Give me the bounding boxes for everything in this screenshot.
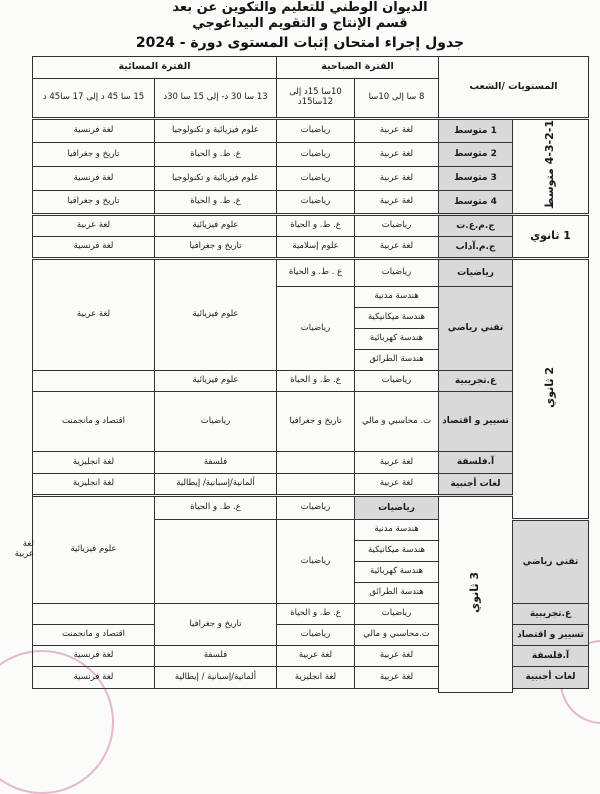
stream-label-exp: ع.تجريبية [439, 371, 513, 392]
stream-label-lang: لغات أجنبية [439, 474, 513, 496]
table-cell: رياضيات [155, 392, 277, 452]
table-cell: ع . ط. و الحياة [277, 259, 355, 287]
table-cell: لغة عربية [355, 143, 439, 167]
table-cell: لغة عربية [355, 646, 439, 667]
table-cell: هندسة ميكانيكية [355, 308, 439, 329]
table-cell: هندسة كهربائية [355, 329, 439, 350]
table-cell: فلسفة [155, 452, 277, 474]
table-cell: لغة عربية [355, 191, 439, 215]
table-cell: هندسة كهربائية [355, 562, 439, 583]
table-cell: لغة عربية [355, 452, 439, 474]
table-cell: تاريخ و جغرافيا [155, 604, 277, 646]
table-cell: لغة عربية [33, 259, 155, 371]
table-cell: لغة عربية [33, 215, 155, 237]
table-cell: رياضيات [277, 167, 355, 191]
table-cell: رياضيات [355, 371, 439, 392]
table-cell: ألمانية/إسبانية/ إيطالية [155, 474, 277, 496]
evening-period-header: الفترة المسائية [33, 57, 277, 79]
slot-4-header: 15 سا 45 د إلى 17 سا45 د [33, 79, 155, 119]
table-cell: علوم فيزيائية و تكنولوجيا [155, 167, 277, 191]
table-cell [277, 452, 355, 474]
table-cell: هندسة ميكانيكية [355, 541, 439, 562]
table-cell: رياضيات [355, 259, 439, 287]
table-cell: لغة عربية [277, 646, 355, 667]
table-cell: ت.محاسبي و مالي [355, 625, 439, 646]
table-cell: تاريخ و جغرافيا [155, 237, 277, 259]
stream-label-eco: تسيير و اقتصاد [513, 625, 589, 646]
table-cell: لغة انجليزية [33, 474, 155, 496]
table-cell: لغة انجليزية [277, 667, 355, 689]
schedule-title: جدول إجراء امتحان إثبات المستوى دورة - 2024 [135, 35, 465, 51]
stream-label-math: رياضيات [355, 496, 439, 520]
level-row-label: ج.م.آداب [439, 237, 513, 259]
table-cell: رياضيات [355, 604, 439, 625]
table-cell: لغة عربية [355, 167, 439, 191]
table-cell: لغة فرنسية [33, 237, 155, 259]
morning-period-header: الفترة الصباحية [277, 57, 439, 79]
table-cell: تاريخ و جغرافيا [33, 191, 155, 215]
table-cell [277, 474, 355, 496]
stream-label-philo: آ.فلسفة [513, 646, 589, 667]
stream-label-exp: ع.تجريبية [513, 604, 589, 625]
table-cell: رياضيات [355, 215, 439, 237]
table-cell: لغة فرنسية [33, 167, 155, 191]
slot-2-header: 10سا 15د إلى 12سا15د [277, 79, 355, 119]
department-title: قسم الإنتاج و التقويم البيداغوجي [192, 16, 408, 31]
table-cell [33, 371, 155, 392]
level-row-label: 2 متوسط [439, 143, 513, 167]
table-cell: لغة فرنسية [33, 119, 155, 143]
exam-schedule-table: المستويات /الشعب الفترة الصباحية الفترة المسائية 8 سا إلى 10سا 10سا 15د إلى 12سا15د 13 سا 30 د- إلى 15 سا 30د 15 سا 45 د إلى 17 سا45 د 4-3-2-1 متوسط 1 متوسط لغة عربية رياضيات علوم فيزيائية و تكنولوجيا لغة فرنسية 2 متوسط لغة عربية رياضيات ع. ط. و الحياة تاريخ و جغرافيا 3 متوسط لغة عربية رياضيات علوم فيزيائية و تكنولوجيا لغة فرنسية 4 متوسط لغة عربية رياضيات ع. ط. و الحياة تاريخ و جغرافيا 1 ثانوي ج.م.ع.ت رياضيات ع. ط. و الحياة علوم فيزيائية لغة عربية ج.م.آداب لغة عربية علوم إسلامية تاريخ و جغرافيا لغة فرنسية 2 ثانوي رياضيات رياضيات ع . ط. و الحياة علوم فيزيائية لغة عربية تقني رياضي هندسة مدنية رياضيات هندسة ميكانيكية هندسة كهربائية هندسة الطرائق ع.تجريبية رياضيات ع. ط. و الحياة علوم فيزيائية تسيير و اقتصاد ت. محاسبي و مالي تاريخ و جغرافيا رياضيات اقتصاد و مانجمنت آ.فلسفة لغة عربية فلسفة لغة انجليزية لغات أجنبية لغة عربية ألمانية/إسبانية/ إيطالية لغة انجليزية 3 ثانوي رياضيات رياضيات ع. ط. و الحياة علوم فيزيائية لغة عربية تقني رياضي هندسة مدنية رياضيات هندسة ميكانيكية هندسة كهربائية هندسة الطرائق ع.تجريبية رياضيات ع. ط. و الحياة تاريخ و جغرافيا تسيير و اقتصاد ت.محاسبي و مالي رياضيات اقتصاد و مانجمنت آ.فلسفة لغة عربية لغة عربية فلسفة لغة فرنسية لغات أجنبية لغة عربية لغة انجليزية ألمانية/إسبانية / إيطالية لغة فرنسية [32, 56, 589, 693]
table-cell: علوم فيزيائية [155, 259, 277, 371]
table-cell: ع. ط. و الحياة [277, 371, 355, 392]
table-cell: علوم فيزيائية [33, 496, 155, 604]
table-cell: علوم إسلامية [277, 237, 355, 259]
table-cell: ع. ط. و الحياة [277, 604, 355, 625]
table-cell: ع. ط. و الحياة [155, 143, 277, 167]
table-cell: لغة فرنسية [33, 646, 155, 667]
table-cell: لغة عربية [355, 667, 439, 689]
table-cell: علوم فيزيائية [155, 371, 277, 392]
table-cell: ع. ط. و الحياة [155, 191, 277, 215]
level-row-label: ج.م.ع.ت [439, 215, 513, 237]
table-cell: علوم فيزيائية و تكنولوجيا [155, 119, 277, 143]
stream-label-tech: تقني رياضي [439, 287, 513, 371]
group-secondary-1: 1 ثانوي [513, 215, 589, 259]
stream-label-lang: لغات أجنبية [513, 667, 589, 689]
table-cell: رياضيات [277, 143, 355, 167]
table-cell: علوم فيزيائية [155, 215, 277, 237]
slot-1-header: 8 سا إلى 10سا [355, 79, 439, 119]
table-cell: لغة فرنسية [33, 667, 155, 689]
levels-header: المستويات /الشعب [439, 57, 589, 119]
slot-3-header: 13 سا 30 د- إلى 15 سا 30د [155, 79, 277, 119]
table-cell: رياضيات [277, 287, 355, 371]
table-cell: هندسة الطرائق [355, 583, 439, 604]
table-cell: هندسة مدنية [355, 520, 439, 541]
stream-label-math: رياضيات [439, 259, 513, 287]
group-middle: 4-3-2-1 متوسط [513, 119, 589, 215]
table-cell: لغة عربية [355, 237, 439, 259]
table-cell: رياضيات [277, 520, 355, 604]
table-cell: لغة انجليزية [33, 452, 155, 474]
stream-label-eco: تسيير و اقتصاد [439, 392, 513, 452]
table-cell: اقتصاد و مانجمنت [33, 625, 155, 646]
table-cell: رياضيات [277, 191, 355, 215]
table-cell: رياضيات [277, 625, 355, 646]
table-cell: هندسة الطرائق [355, 350, 439, 371]
table-cell: تاريخ و جغرافيا [277, 392, 355, 452]
office-title: الديوان الوطني للتعليم والتكوين عن بعد [172, 0, 428, 15]
stream-label-tech: تقني رياضي [513, 520, 589, 604]
table-cell: اقتصاد و مانجمنت [33, 392, 155, 452]
table-cell: هندسة مدنية [355, 287, 439, 308]
level-row-label: 4 متوسط [439, 191, 513, 215]
table-cell: لغة عربية [355, 119, 439, 143]
table-cell: ع. ط. و الحياة [155, 496, 277, 520]
table-cell: ع. ط. و الحياة [277, 215, 355, 237]
table-cell: رياضيات [277, 496, 355, 520]
table-cell: ت. محاسبي و مالي [355, 392, 439, 452]
level-row-label: 3 متوسط [439, 167, 513, 191]
group-secondary-3: 3 ثانوي [439, 496, 513, 693]
table-cell: فلسفة [155, 646, 277, 667]
table-cell: ألمانية/إسبانية / إيطالية [155, 667, 277, 689]
group-secondary-2: 2 ثانوي [513, 259, 589, 520]
level-row-label: 1 متوسط [439, 119, 513, 143]
table-cell: تاريخ و جغرافيا [33, 143, 155, 167]
table-cell [33, 604, 155, 625]
stream-label-philo: آ.فلسفة [439, 452, 513, 474]
table-cell: رياضيات [277, 119, 355, 143]
table-cell: لغة عربية [355, 474, 439, 496]
